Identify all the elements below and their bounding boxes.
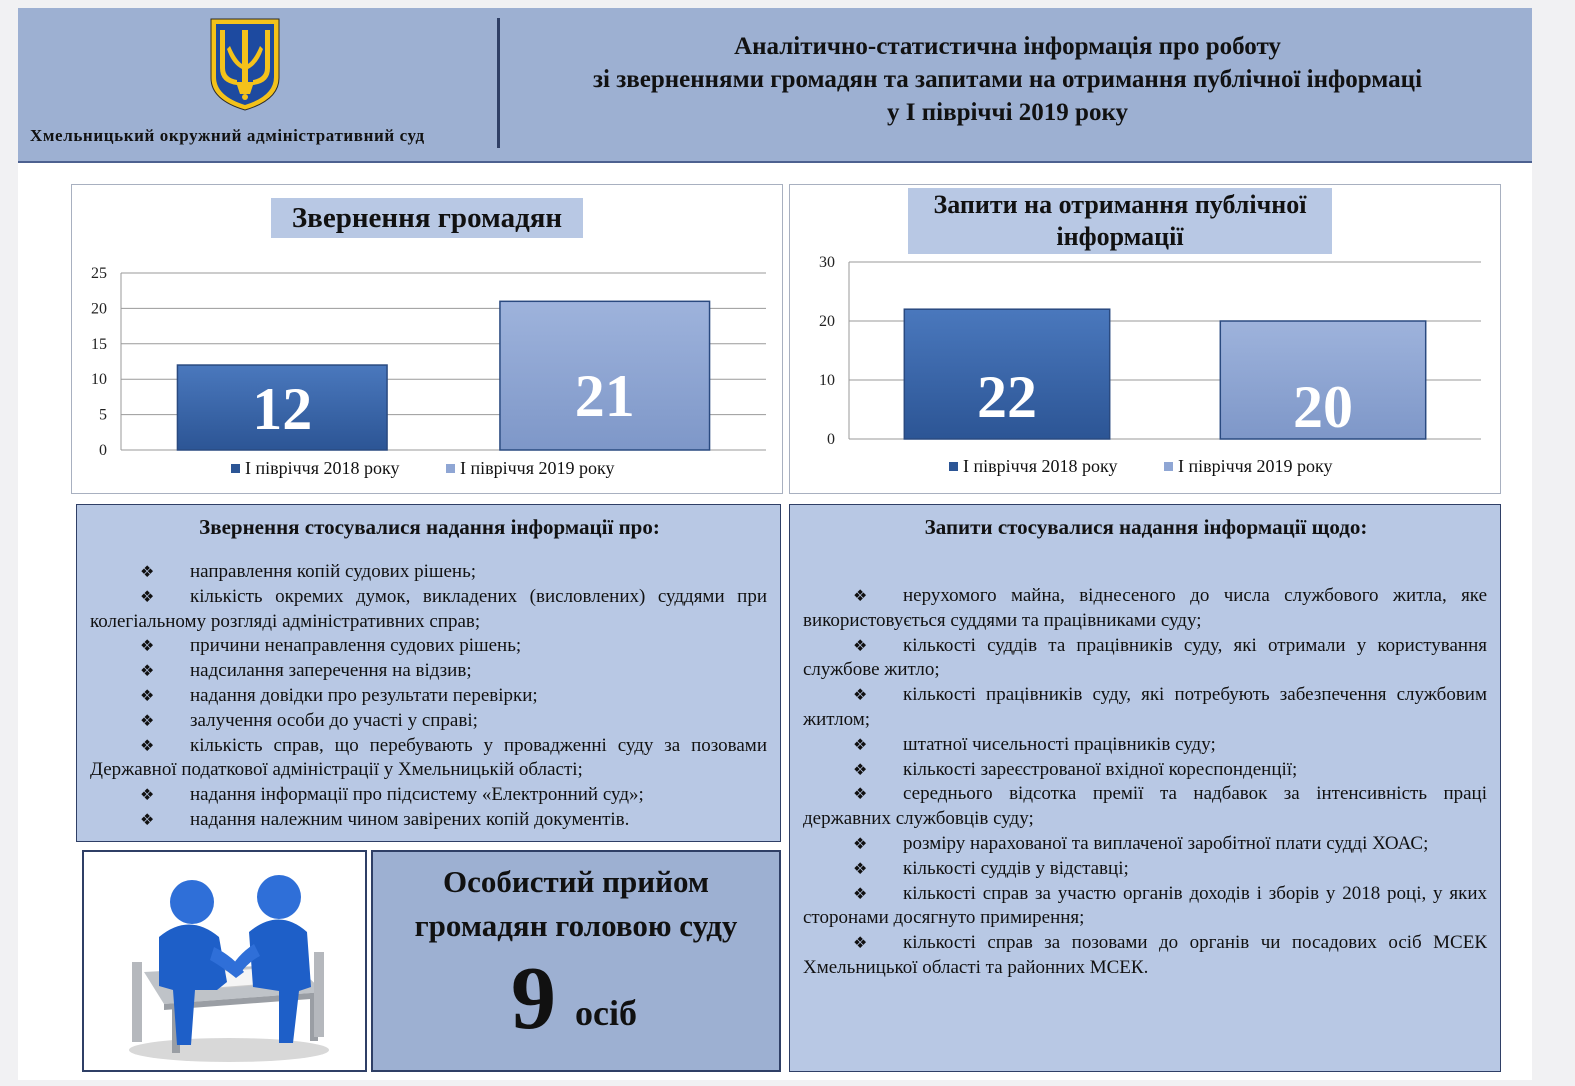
diamond-bullet-icon: ❖ — [853, 933, 868, 953]
diamond-bullet-icon: ❖ — [853, 784, 868, 804]
diamond-bullet-icon: ❖ — [853, 858, 868, 878]
requests-chart-title-line: інформації — [1056, 222, 1184, 251]
appeals-topics-title: Звернення стосувалися надання інформації про: — [199, 515, 660, 539]
bar-value-label: 12 — [252, 376, 313, 442]
diamond-bullet-icon: ❖ — [853, 759, 868, 779]
diamond-bullet-icon: ❖ — [140, 562, 155, 581]
page-title-line: у І півріччі 2019 року — [886, 99, 1129, 126]
list-item — [90, 634, 767, 659]
y-tick-label: 10 — [91, 371, 107, 389]
requests-chart-title-line: Запити на отримання публічної — [933, 190, 1307, 219]
meeting-illustration — [82, 850, 367, 1072]
diamond-bullet-icon: ❖ — [140, 586, 155, 606]
appeals-chart-title: Звернення громадян — [271, 198, 583, 238]
diamond-bullet-icon: ❖ — [853, 635, 868, 655]
list-item-text: кількості суддів у відставці; — [903, 857, 1129, 879]
list-item — [803, 758, 1487, 783]
list-item-text: кількості зареєстрованої вхідної кореспонденції; — [903, 758, 1298, 780]
y-tick-label: 10 — [819, 372, 835, 389]
legend-swatch — [1164, 462, 1173, 471]
legend-swatch — [949, 462, 958, 471]
personal-reception-title-line: Особистий прийом — [442, 864, 710, 899]
court-name: Хмельницький окружний адміністративний суд — [30, 126, 425, 145]
list-item-text: кількості справ за позовами до органів чи посадових осіб МСЕК Хмельницької області та районних МСЕК. — [803, 932, 1487, 978]
diamond-bullet-icon: ❖ — [140, 661, 155, 681]
meeting-people-icon — [84, 852, 365, 1070]
legend-swatch — [446, 464, 455, 473]
personal-reception-unit: осіб — [575, 993, 637, 1033]
list-item — [803, 634, 1487, 684]
header-divider — [497, 18, 500, 148]
diamond-bullet-icon: ❖ — [140, 685, 155, 705]
list-item — [90, 808, 767, 833]
diamond-bullet-icon: ❖ — [140, 636, 155, 656]
list-item — [803, 931, 1487, 981]
y-tick-label: 0 — [827, 431, 835, 448]
diamond-bullet-icon: ❖ — [853, 586, 868, 605]
list-item-text: направлення копій судових рішень; — [190, 561, 477, 582]
list-item-text: надсилання заперечення на відзив; — [190, 660, 472, 682]
list-item — [90, 709, 767, 734]
list-item — [803, 782, 1487, 832]
list-item-text: кількість справ, що перебувають у провадженні суду за позовами Державної податкової адміністрації у Хмельницькій області; — [90, 734, 767, 781]
requests-topics-title: Запити стосувалися надання інформації щодо: — [924, 515, 1368, 539]
list-item — [803, 584, 1487, 634]
list-item-text: надання довідки про результати перевірки; — [190, 684, 538, 706]
diamond-bullet-icon: ❖ — [853, 833, 868, 853]
requests-topics-list — [803, 584, 1487, 981]
list-item — [803, 683, 1487, 733]
list-item — [90, 783, 767, 808]
appeals-topics-list — [90, 560, 767, 833]
page-title-line: Аналітично-статистична інформація про роботу — [734, 33, 1281, 60]
legend-label: І півріччя 2018 року — [245, 458, 400, 478]
list-item-text: нерухомого майна, віднесеного до числа службового житла, яке використовується суддями та працівниками суду; — [803, 585, 1487, 631]
page-title — [515, 30, 1500, 129]
diamond-bullet-icon: ❖ — [140, 809, 155, 829]
list-item — [803, 882, 1487, 932]
diamond-bullet-icon: ❖ — [853, 734, 868, 754]
appeals-bar-chart — [71, 184, 783, 494]
y-tick-label: 20 — [91, 300, 107, 318]
list-item — [90, 684, 767, 709]
y-tick-label: 5 — [99, 406, 107, 424]
diamond-bullet-icon: ❖ — [853, 685, 868, 705]
bar-value-label: 22 — [977, 364, 1037, 430]
y-tick-label: 25 — [91, 265, 107, 282]
bar-value-label: 20 — [1293, 374, 1353, 440]
list-item-text: штатної чисельності працівників суду; — [903, 733, 1216, 755]
list-item-text: причини ненаправлення судових рішень; — [190, 635, 522, 657]
list-item-text: розміру нарахованої та виплаченої заробітної плати судді ХОАС; — [903, 832, 1429, 854]
personal-reception-title-line: громадян головою суду — [414, 908, 738, 943]
appeals-topics-panel — [76, 504, 781, 842]
diamond-bullet-icon: ❖ — [140, 710, 155, 730]
diamond-bullet-icon: ❖ — [853, 883, 868, 903]
legend-label: І півріччя 2019 року — [460, 458, 615, 478]
list-item-text: надання належним чином завірених копій документів. — [190, 808, 630, 830]
personal-reception-panel — [371, 850, 781, 1072]
legend-label: І півріччя 2019 року — [1178, 456, 1333, 476]
bar-value-label: 21 — [574, 363, 635, 429]
list-item — [803, 857, 1487, 882]
list-item-text: надання інформації про підсистему «Електронний суд»; — [190, 784, 644, 806]
list-item-text: кількості працівників суду, які потребують забезпечення службовим житлом; — [803, 684, 1487, 730]
y-tick-label: 20 — [819, 313, 835, 330]
list-item — [90, 659, 767, 684]
diamond-bullet-icon: ❖ — [140, 785, 155, 805]
list-item — [803, 733, 1487, 758]
diamond-bullet-icon: ❖ — [140, 735, 155, 755]
list-item — [90, 734, 767, 784]
list-item-text: кількість окремих думок, викладених (висловлених) суддями при колегіальному розгляді адміністративних справ; — [90, 585, 767, 632]
personal-reception-title — [373, 860, 779, 948]
list-item-text: кількості суддів та працівників суду, які отримали у користування службове житло; — [803, 634, 1487, 681]
list-item — [90, 560, 767, 585]
y-tick-label: 30 — [819, 254, 835, 271]
y-tick-label: 15 — [91, 335, 107, 353]
personal-reception-count: 9 — [511, 949, 556, 1048]
list-item-text: кількості справ за участю органів доходів і зборів у 2018 році, у яких сторонами досягнуто примирення; — [803, 882, 1487, 929]
requests-bar-chart — [789, 184, 1501, 494]
trident-coat-of-arms-icon — [208, 16, 282, 112]
requests-topics-panel — [789, 504, 1501, 1072]
legend-swatch — [231, 464, 240, 473]
list-item-text: середнього відсотка премії та надбавок за інтенсивність праці державних службовців суду; — [803, 783, 1487, 830]
legend-label: І півріччя 2018 року — [963, 456, 1118, 476]
y-tick-label: 0 — [99, 442, 107, 459]
list-item — [803, 832, 1487, 857]
page-title-line: зі зверненнями громадян та запитами на отримання публічної інформаці — [592, 66, 1423, 93]
list-item — [90, 585, 767, 635]
list-item-text: залучення особи до участі у справі; — [190, 709, 478, 731]
